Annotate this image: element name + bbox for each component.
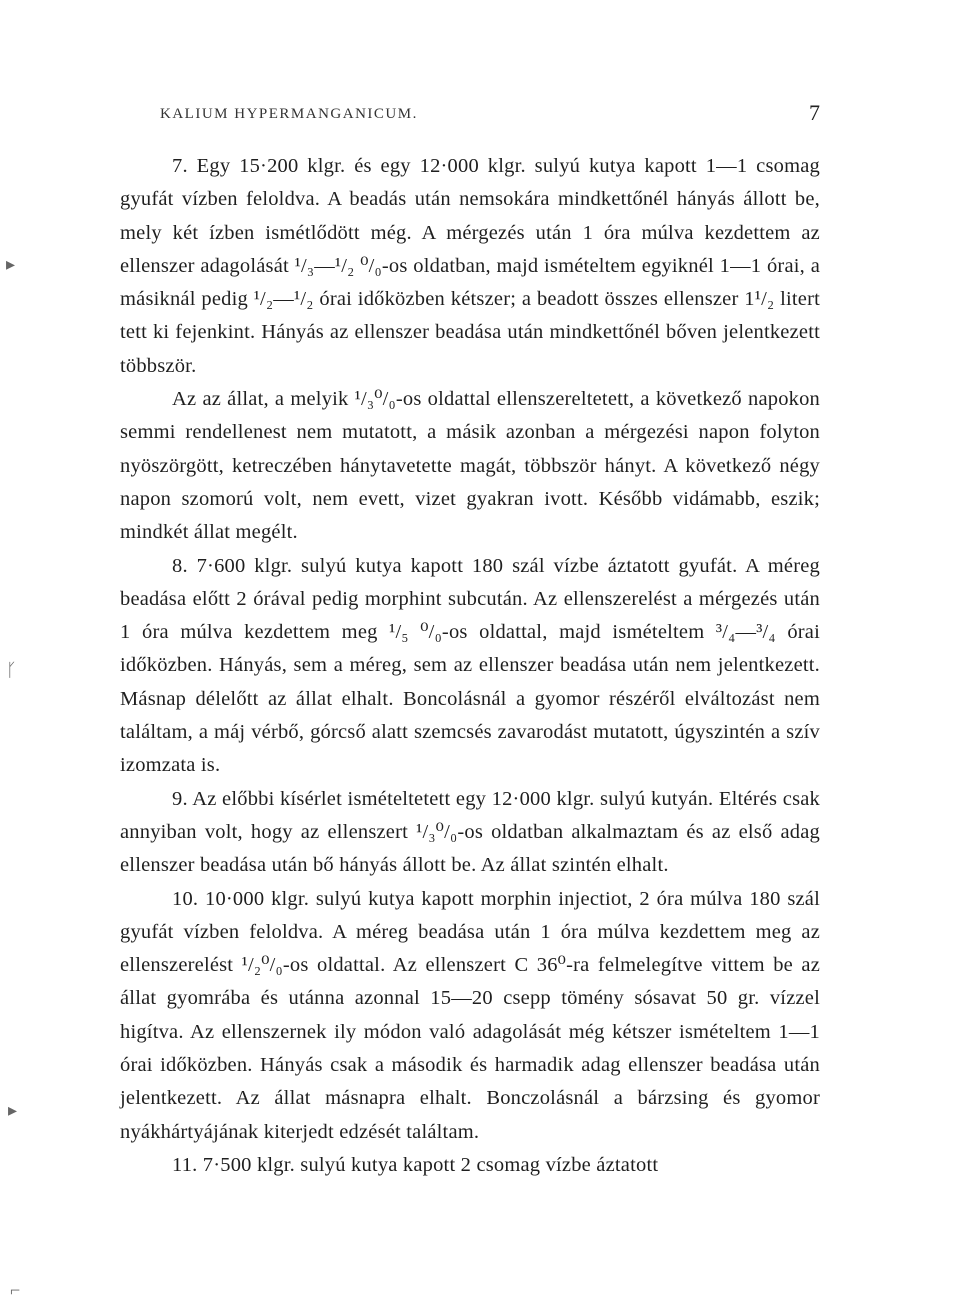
- page-header: [120, 100, 820, 130]
- margin-tick-mark: ᚴ: [6, 660, 17, 680]
- running-title: KALIUM HYPERMANGANICUM.: [160, 106, 418, 122]
- paragraph-experiment-7-outcome: Az az állat, a melyik ¹/₃⁰/₀-os oldattal ellenszereltetett, a következő napokon semmi rendellenest nem mutatott, a másik azonban a mérgezési napon folyton nyöszörgött, ketreczében hánytavetette magát, többször hányt. A következő négy napon szomorú volt, nem evett, vizet gyakran ivott. Később vidámabb, eszik; mindkét állat megélt.: [120, 388, 820, 544]
- margin-arrow-mark: ▸: [6, 254, 16, 274]
- body-text: [120, 150, 820, 1182]
- paragraph-experiment-7: 7. Egy 15·200 klgr. és egy 12·000 klgr. sulyú kutya kapott 1—1 csomag gyufát vízben feloldva. A beadás után nemsokára mindkettőnél hányás állott be, mely két ízben ismétlődött még. A mérgezés után 1 óra múlva kezdettem az ellenszer adagolását ¹/₃—¹/₂ ⁰/₀-os oldatban, majd ismételtem egyiknél 1—1 órai, a másiknál pedig ¹/₂—¹/₂ órai időközben kétszer; a beadott összes ellenszer 1¹/₂ litert tett ki fejenkint. Hányás az ellenszer beadása után mindkettőnél bőven jelentkezett többször.: [120, 155, 820, 377]
- paragraph-experiment-9: 9. Az előbbi kísérlet ismételtetett egy 12·000 klgr. sulyú kutyán. Eltérés csak annyiban volt, hogy az ellenszert ¹/₃⁰/₀-os oldatban alkalmaztam és az első adag ellenszer beadása után bő hányás állott be. Az állat szintén elhalt.: [120, 787, 820, 877]
- paragraph-experiment-10: 10. 10·000 klgr. sulyú kutya kapott morphin injectiot, 2 óra múlva 180 szál gyufát vízben feloldva. A méreg beadása után 1 óra múlva kezdettem meg az ellenszerelést ¹/₂⁰/₀-os oldattal. Az ellenszert C 36⁰-ra felmelegítve vittem be az állat gyomrába és utánna azonnal 15—20 csepp tömény sósavat 50 gr. vízzel higítva. Az ellenszernek ily módon való adagolását még kétszer ismételtem 1—1 órai időközben. Hányás csak a második és harmadik adag ellenszer beadása után jelentkezett. Az állat másnapra elhalt. Bonczolásnál a bárzsing és gyomor nyákhártyájának kiterjedt edzését találtam.: [120, 887, 820, 1143]
- page-number: 7: [809, 100, 820, 125]
- margin-corner-mark: ⌐: [10, 1280, 21, 1300]
- paragraph-experiment-11: 11. 7·500 klgr. sulyú kutya kapott 2 csomag vízbe áztatott: [172, 1153, 659, 1176]
- paragraph-experiment-8: 8. 7·600 klgr. sulyú kutya kapott 180 szál vízbe áztatott gyufát. A méreg beadása előtt 2 órával pedig morphint subcután. Az ellenszerelést a mérgezés után 1 óra múlva kezdettem meg ¹/₅ ⁰/₀-os oldattal, majd ismételtem ³/₄—³/₄ órai időközben. Hányás, sem a méreg, sem az ellenszer beadása után nem jelentkezett. Másnap délelőtt az állat elhalt. Boncolásnál a gyomor részéről elváltozást nem találtam, a máj vérbő, górcső alatt szemcsés zavarodást mutatott, úgyszintén a szív izomzata is.: [120, 554, 820, 777]
- margin-arrow-mark: ▸: [8, 1100, 18, 1120]
